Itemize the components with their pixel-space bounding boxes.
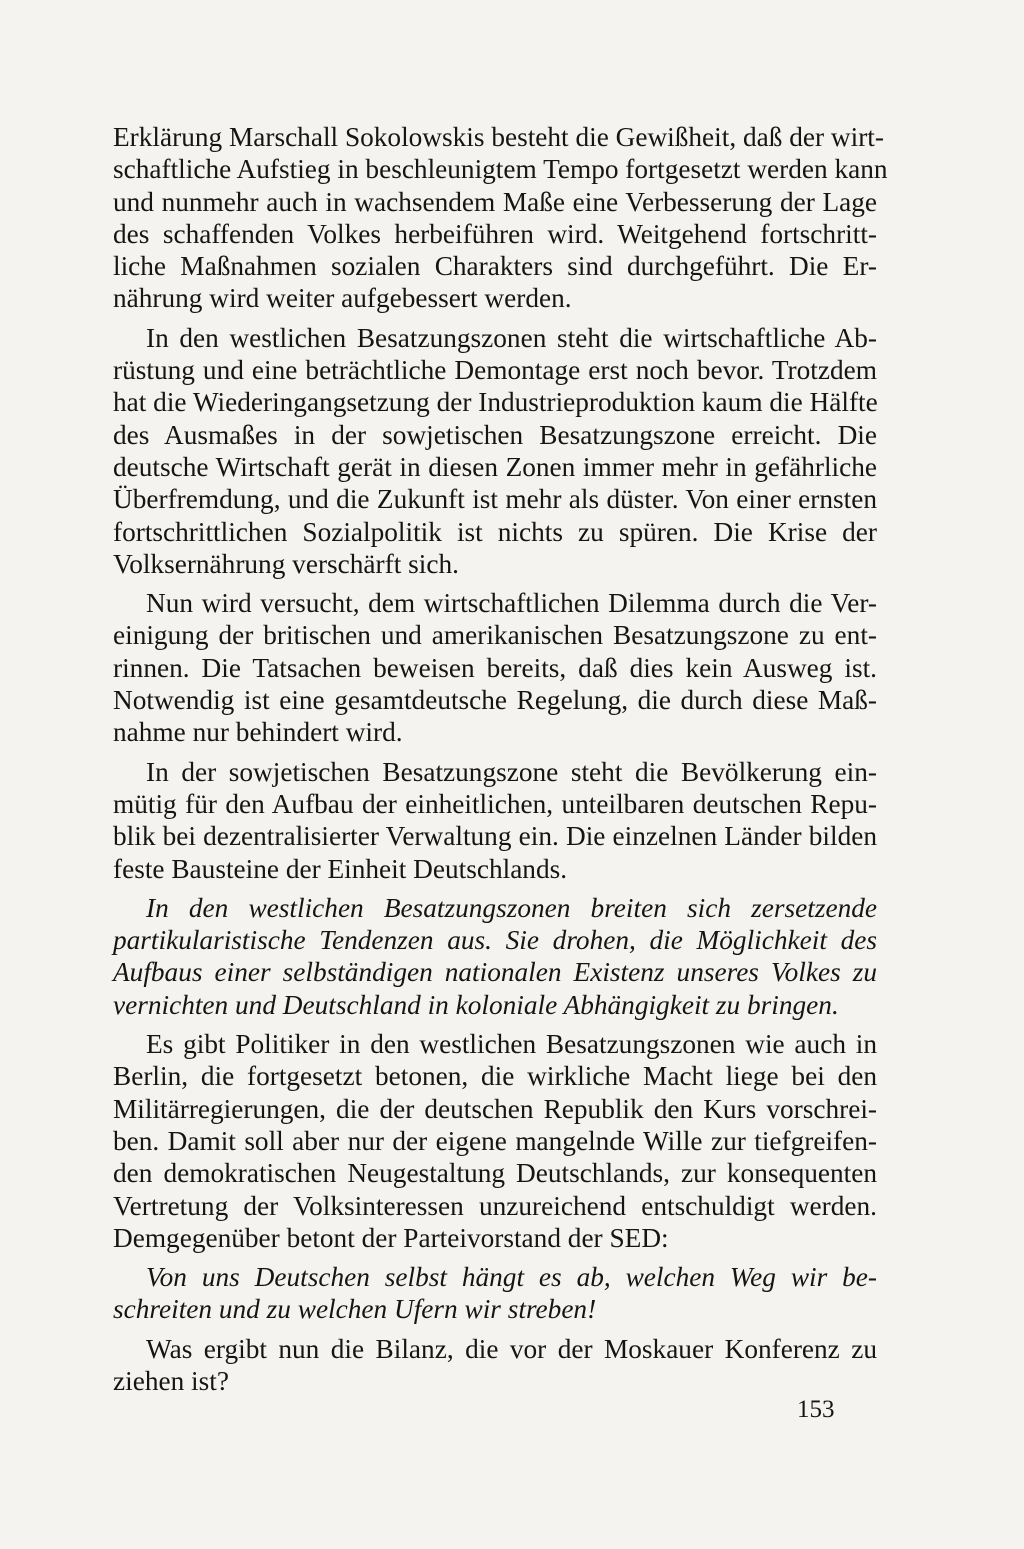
text-line: Demgegenüber betont der Parteivorstand der SED: — [113, 1222, 669, 1253]
paragraph — [113, 892, 877, 1021]
paragraph — [113, 587, 877, 748]
text-line: blik bei dezentralisierter Verwaltung ein. Die einzelnen Länder bilden — [113, 821, 877, 852]
text-line: Was ergibt nun die Bilanz, die vor der Moskauer Konferenz zu — [146, 1333, 877, 1364]
paragraph-gap — [113, 1021, 877, 1028]
text-line: Militärregierungen, die der deutschen Republik den Kurs vorschrei- — [113, 1093, 877, 1124]
text-line: rinnen. Die Tatsachen beweisen bereits, daß dies kein Ausweg ist. — [113, 652, 877, 683]
text-line: Es gibt Politiker in den westlichen Besatzungszonen wie auch in — [146, 1029, 877, 1060]
text-line: In den westlichen Besatzungszonen breiten sich zersetzende — [146, 892, 877, 923]
body-text — [113, 121, 888, 1397]
text-line: Aufbaus einer selbständigen nationalen Existenz unseres Volkes zu — [113, 957, 877, 988]
paragraph — [113, 756, 877, 885]
paragraph-gap — [113, 749, 877, 756]
text-line: den demokratischen Neugestaltung Deutschlands, zur konsequenten — [113, 1158, 877, 1189]
text-line: In den westlichen Besatzungszonen steht die wirtschaftliche Ab- — [146, 322, 877, 353]
text-line: feste Bausteine der Einheit Deutschlands. — [113, 853, 568, 884]
text-line: ziehen ist? — [113, 1365, 229, 1396]
text-line: deutsche Wirtschaft gerät in diesen Zonen immer mehr in gefährliche — [113, 451, 877, 482]
paragraph — [113, 1333, 877, 1398]
text-line: Vertretung der Volksinteressen unzureichend entschuldigt werden. — [113, 1190, 877, 1221]
text-line: ben. Damit soll aber nur der eigene mangelnde Wille zur tiefgreifen- — [113, 1125, 877, 1156]
text-line: schreiten und zu welchen Ufern wir streben! — [113, 1294, 597, 1325]
text-line: Erklärung Marschall Sokolowskis besteht die Gewißheit, daß der wirt- — [113, 122, 884, 152]
paragraph — [113, 1028, 877, 1254]
page-number: 153 — [797, 1396, 835, 1423]
text-line: Volksernährung verschärft sich. — [113, 548, 459, 579]
text-line: nahme nur behindert wird. — [113, 717, 403, 748]
text-line: liche Maßnahmen sozialen Charakters sind durchgeführt. Die Er- — [113, 251, 877, 282]
text-line: mütig für den Aufbau der einheitlichen, unteilbaren deutschen Repu- — [113, 788, 877, 819]
text-line: einigung der britischen und amerikanischen Besatzungszone zu ent- — [113, 620, 877, 651]
paragraph — [113, 1261, 877, 1326]
text-line: rüstung und eine beträchtliche Demontage erst noch bevor. Trotzdem — [113, 355, 877, 386]
text-line: partikularistische Tendenzen aus. Sie drohen, die Möglichkeit des — [113, 925, 877, 956]
text-line: In der sowjetischen Besatzungszone steht die Bevölkerung ein- — [146, 756, 877, 787]
text-line: des Ausmaßes in der sowjetischen Besatzungszone erreicht. Die — [113, 419, 877, 450]
text-line: und nunmehr auch in wachsendem Maße eine Verbesserung der Lage — [113, 186, 877, 217]
paragraph — [113, 322, 877, 580]
text-line: Überfremdung, und die Zukunft ist mehr als düster. Von einer ernsten — [113, 484, 877, 515]
text-line: fortschrittlichen Sozialpolitik ist nichts zu spüren. Die Krise der — [113, 516, 877, 547]
text-line: vernichten und Deutschland in koloniale Abhängigkeit zu bringen. — [113, 989, 839, 1020]
text-line: Von uns Deutschen selbst hängt es ab, welchen Weg wir be- — [146, 1262, 877, 1293]
text-line: des schaffenden Volkes herbeiführen wird. Weitgehend fortschritt- — [113, 218, 877, 249]
text-line: Nun wird versucht, dem wirtschaftlichen Dilemma durch die Ver- — [146, 588, 877, 619]
text-line: hat die Wiederingangsetzung der Industrieproduktion kaum die Hälfte — [113, 387, 878, 418]
paragraph — [113, 121, 888, 315]
paragraph-gap — [113, 315, 877, 322]
text-line: schaftliche Aufstieg in beschleunigtem Tempo fortgesetzt werden kann — [113, 154, 888, 185]
paragraph-gap — [113, 885, 877, 892]
text-line: Notwendig ist eine gesamtdeutsche Regelung, die durch diese Maß- — [113, 685, 877, 716]
paragraph-gap — [113, 580, 877, 587]
text-line: nährung wird weiter aufgebessert werden. — [113, 283, 572, 314]
text-line: Berlin, die fortgesetzt betonen, die wirkliche Macht liege bei den — [113, 1061, 877, 1092]
paragraph-gap — [113, 1326, 877, 1333]
paragraph-gap — [113, 1254, 877, 1261]
